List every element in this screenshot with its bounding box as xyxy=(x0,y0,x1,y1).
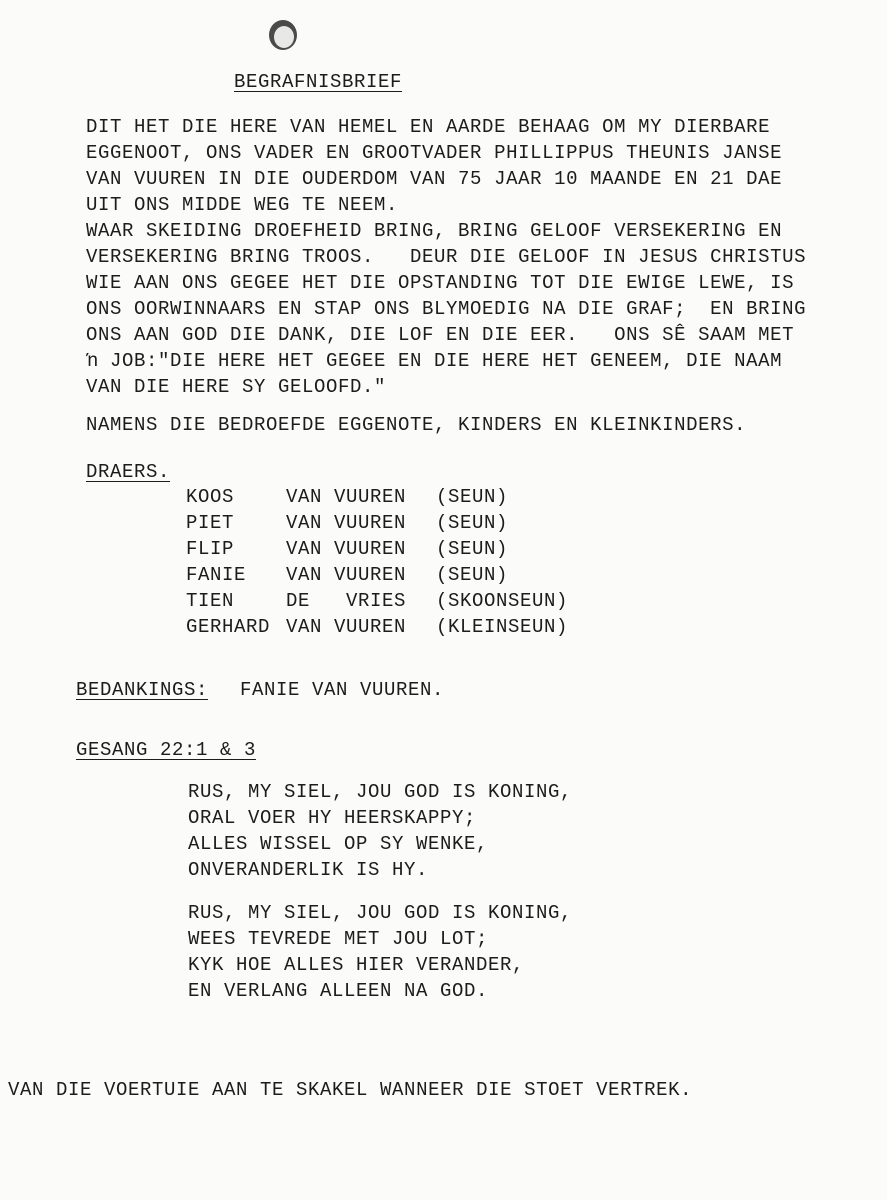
hymn-line: WEES TEVREDE MET JOU LOT; xyxy=(188,928,489,950)
thanks-name: FANIE VAN VUUREN. xyxy=(240,679,445,701)
bearer-row xyxy=(186,564,509,590)
paragraph-line: VERSEKERING BRING TROOS. DEUR DIE GELOOF IN JESUS CHRISTUS xyxy=(86,246,807,268)
bearer-surname: VAN VUUREN xyxy=(286,616,407,638)
paragraph-line: ŉ JOB:"DIE HERE HET GEGEE EN DIE HERE HET GENEEM, DIE NAAM xyxy=(86,350,783,372)
bearer-surname: DE VRIES xyxy=(286,590,407,612)
bearer-relation: (SEUN) xyxy=(436,486,509,508)
bearer-first-name: GERHARD xyxy=(186,616,271,638)
hymn-line: KYK HOE ALLES HIER VERANDER, xyxy=(188,954,525,976)
paragraph-line: ONS OORWINNAARS EN STAP ONS BLYMOEDIG NA DIE GRAF; EN BRING xyxy=(86,298,807,320)
bearer-row xyxy=(186,538,509,564)
paragraph-line: EGGENOOT, ONS VADER EN GROOTVADER PHILLIPPUS THEUNIS JANSE xyxy=(86,142,783,164)
bearer-first-name: KOOS xyxy=(186,486,235,508)
bearer-relation: (SEUN) xyxy=(436,564,509,586)
bearer-row xyxy=(186,512,509,538)
paragraph-line: WAAR SKEIDING DROEFHEID BRING, BRING GELOOF VERSEKERING EN xyxy=(86,220,783,242)
footer-line: VAN DIE VOERTUIE AAN TE SKAKEL WANNEER DIE STOET VERTREK. xyxy=(8,1079,693,1101)
bearer-relation: (SKOONSEUN) xyxy=(436,590,569,612)
hymn-heading: GESANG 22:1 & 3 xyxy=(76,739,257,761)
bearer-row xyxy=(186,590,569,616)
bearer-first-name: TIEN xyxy=(186,590,235,612)
bearer-surname: VAN VUUREN xyxy=(286,538,407,560)
bearer-surname: VAN VUUREN xyxy=(286,564,407,586)
thanks-label: BEDANKINGS: xyxy=(76,679,209,701)
bearer-relation: (SEUN) xyxy=(436,512,509,534)
bearer-surname: VAN VUUREN xyxy=(286,486,407,508)
bearer-first-name: FLIP xyxy=(186,538,235,560)
paragraph-line: DIT HET DIE HERE VAN HEMEL EN AARDE BEHAAG OM MY DIERBARE xyxy=(86,116,771,138)
paragraph-line: UIT ONS MIDDE WEG TE NEEM. xyxy=(86,194,399,216)
hymn-line: EN VERLANG ALLEEN NA GOD. xyxy=(188,980,489,1002)
paragraph-line: ONS AAN GOD DIE DANK, DIE LOF EN DIE EER. ONS SÊ SAAM MET xyxy=(86,324,795,346)
bearer-row xyxy=(186,616,569,642)
letter-title: BEGRAFNISBRIEF xyxy=(234,71,403,93)
paragraph-line: VAN VUUREN IN DIE OUDERDOM VAN 75 JAAR 10 MAANDE EN 21 DAE xyxy=(86,168,783,190)
hymn-line: ONVERANDERLIK IS HY. xyxy=(188,859,429,881)
signoff-line: NAMENS DIE BEDROEFDE EGGENOTE, KINDERS EN KLEINKINDERS. xyxy=(86,414,747,436)
bearer-relation: (KLEINSEUN) xyxy=(436,616,569,638)
bearer-first-name: FANIE xyxy=(186,564,247,586)
hymn-line: RUS, MY SIEL, JOU GOD IS KONING, xyxy=(188,902,573,924)
hymn-line: RUS, MY SIEL, JOU GOD IS KONING, xyxy=(188,781,573,803)
paragraph-line: VAN DIE HERE SY GELOOFD." xyxy=(86,376,387,398)
bearer-surname: VAN VUUREN xyxy=(286,512,407,534)
bearer-first-name: PIET xyxy=(186,512,235,534)
bearers-heading: DRAERS. xyxy=(86,461,171,483)
bearer-relation: (SEUN) xyxy=(436,538,509,560)
punch-hole-mark xyxy=(266,14,300,52)
hymn-line: ALLES WISSEL OP SY WENKE, xyxy=(188,833,489,855)
paragraph-line: WIE AAN ONS GEGEE HET DIE OPSTANDING TOT DIE EWIGE LEWE, IS xyxy=(86,272,795,294)
bearer-row xyxy=(186,486,509,512)
hymn-line: ORAL VOER HY HEERSKAPPY; xyxy=(188,807,477,829)
